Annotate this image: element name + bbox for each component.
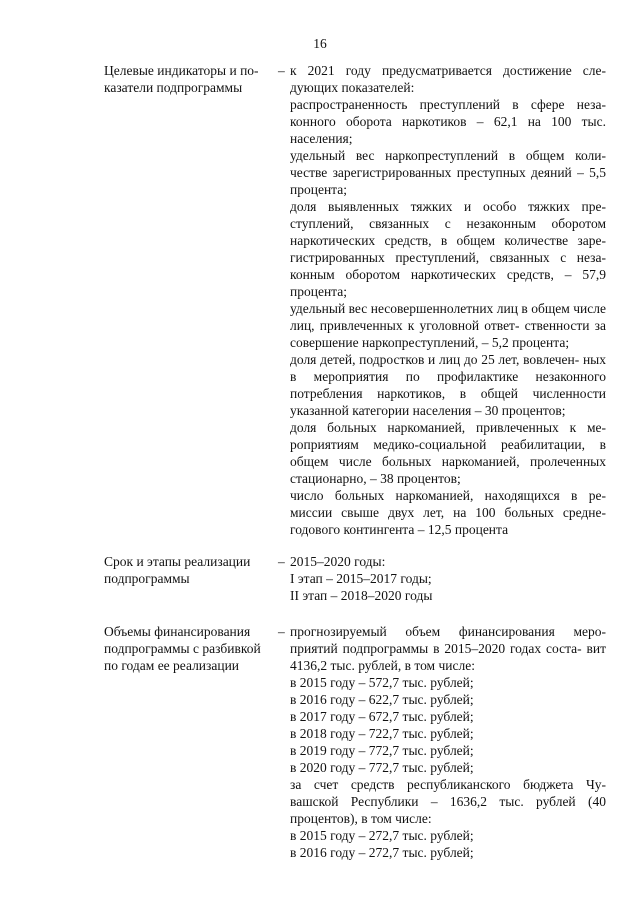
label-line: казатели подпрограммы <box>104 80 243 95</box>
content-paragraph: доля больных наркоманией, привлеченных к ме- роприятиям медико-социальной реабилитации, в общем числе больных наркоманией, пролеченных стационарно, – 38 процентов; <box>290 420 606 486</box>
row-content <box>290 623 606 861</box>
content-paragraph: прогнозируемый объем финансирования меро- приятий подпрограммы в 2015–2020 годах соста- вит 4136,2 тыс. рублей, в том числе: <box>290 624 606 673</box>
label-line: подпрограммы <box>104 571 190 586</box>
content-paragraph: в 2016 году – 622,7 тыс. рублей; <box>290 692 474 707</box>
row-content <box>290 62 606 538</box>
label-line: Целевые индикаторы и по- <box>104 63 259 78</box>
content-paragraph: доля детей, подростков и лиц до 25 лет, вовлечен- ных в мероприятия по профилактике незаконного потребления наркотиков, в общей численности указанной категории населения – 30 процентов; <box>290 352 606 418</box>
content-paragraph: распространенность преступлений в сфере неза- конного оборота наркотиков – 62,1 на 100 тыс. населения; <box>290 97 606 146</box>
content-paragraph: в 2018 году – 722,7 тыс. рублей; <box>290 726 474 741</box>
row-dash: – <box>278 624 285 639</box>
content-paragraph: в 2016 году – 272,7 тыс. рублей; <box>290 845 474 860</box>
content-paragraph: за счет средств республиканского бюджета Чу- вашской Республики – 1636,2 тыс. рублей (40 процентов), в том числе: <box>290 777 606 826</box>
content-paragraph: в 2015 году – 572,7 тыс. рублей; <box>290 675 474 690</box>
content-paragraph: I этап – 2015–2017 годы; <box>290 571 432 586</box>
content-paragraph: 2015–2020 годы: <box>290 554 386 569</box>
row-label <box>104 623 270 674</box>
content-paragraph: удельный вес несовершеннолетних лиц в общем числе лиц, привлеченных к уголовной ответ- ственности за совершение наркопреступлений, – 5,2 процента; <box>290 301 606 350</box>
content-paragraph: к 2021 году предусматривается достижение сле- дующих показателей: <box>290 63 606 95</box>
label-line: подпрограммы с разбивкой <box>104 641 261 656</box>
label-line: Объемы финансирования <box>104 624 251 639</box>
row-dash: – <box>278 63 285 78</box>
page-number: 16 <box>313 36 327 51</box>
row-content <box>290 553 606 604</box>
content-paragraph: в 2019 году – 772,7 тыс. рублей; <box>290 743 474 758</box>
content-paragraph: в 2017 году – 672,7 тыс. рублей; <box>290 709 474 724</box>
content-paragraph: II этап – 2018–2020 годы <box>290 588 433 603</box>
label-line: по годам ее реализации <box>104 658 240 673</box>
label-line: Срок и этапы реализации <box>104 554 251 569</box>
content-paragraph: число больных наркоманией, находящихся в ре- миссии свыше двух лет, на 100 больных средне- годового контингента – 12,5 процента <box>290 488 606 537</box>
row-dash: – <box>278 554 285 569</box>
row-label <box>104 553 270 587</box>
content-paragraph: удельный вес наркопреступлений в общем коли- честве зарегистрированных преступных деяний – 5,5 процента; <box>290 148 606 197</box>
content-paragraph: доля выявленных тяжких и особо тяжких пре- ступлений, связанных с незаконным оборотом наркотических средств, в общем количестве заре- гистрированных преступлений, связанных с неза- конным оборотом наркотических средств, – 57,9 процента; <box>290 199 606 299</box>
content-paragraph: в 2020 году – 772,7 тыс. рублей; <box>290 760 474 775</box>
content-paragraph: в 2015 году – 272,7 тыс. рублей; <box>290 828 474 843</box>
row-label <box>104 62 270 96</box>
